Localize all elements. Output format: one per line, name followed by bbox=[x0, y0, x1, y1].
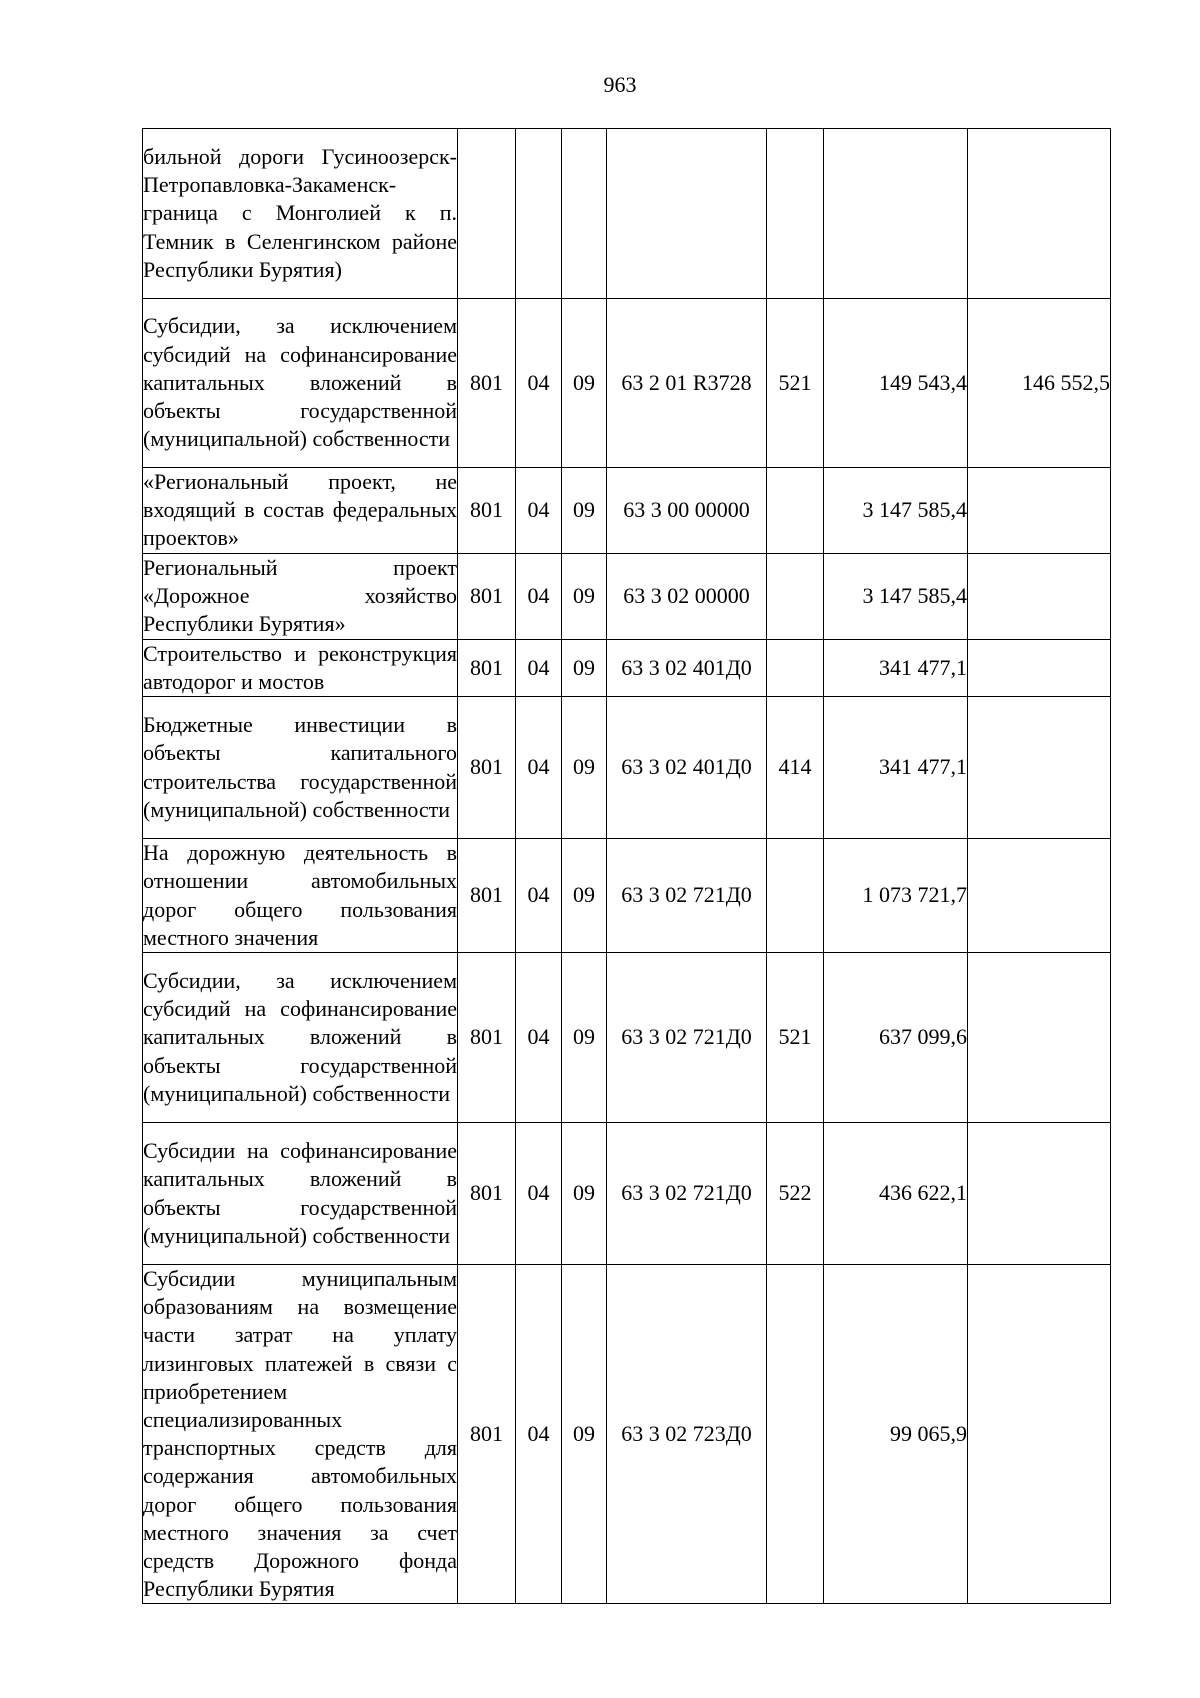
cell-sum-1: 637 099,6 bbox=[824, 953, 968, 1123]
cell-vr: 521 bbox=[767, 299, 824, 468]
cell-csr: 63 3 02 401Д0 bbox=[607, 639, 767, 696]
cell-sum-1 bbox=[824, 129, 968, 299]
cell-ved: 801 bbox=[458, 553, 516, 639]
cell-sum-2: 146 552,5 bbox=[968, 299, 1111, 468]
cell-pr: 09 bbox=[562, 697, 607, 839]
cell-sum-2 bbox=[968, 839, 1111, 953]
cell-sum-2 bbox=[968, 468, 1111, 554]
cell-pr: 09 bbox=[562, 299, 607, 468]
cell-sum-1: 341 477,1 bbox=[824, 697, 968, 839]
cell-rz: 04 bbox=[516, 839, 562, 953]
cell-pr: 09 bbox=[562, 1123, 607, 1265]
cell-csr: 63 3 02 721Д0 bbox=[607, 839, 767, 953]
cell-ved: 801 bbox=[458, 839, 516, 953]
cell-csr: 63 3 00 00000 bbox=[607, 468, 767, 554]
cell-rz: 04 bbox=[516, 1123, 562, 1265]
row-description: Субсидии, за исключением субсидий на софинансирование капитальных вложений в объекты государственной (муниципальной) собственности bbox=[143, 299, 458, 468]
cell-csr: 63 3 02 401Д0 bbox=[607, 697, 767, 839]
cell-pr bbox=[562, 129, 607, 299]
cell-vr: 521 bbox=[767, 953, 824, 1123]
cell-ved: 801 bbox=[458, 697, 516, 839]
cell-rz: 04 bbox=[516, 697, 562, 839]
cell-pr: 09 bbox=[562, 553, 607, 639]
cell-csr: 63 3 02 723Д0 bbox=[607, 1265, 767, 1604]
cell-sum-1: 99 065,9 bbox=[824, 1265, 968, 1604]
cell-csr bbox=[607, 129, 767, 299]
cell-ved: 801 bbox=[458, 299, 516, 468]
cell-vr bbox=[767, 468, 824, 554]
cell-pr: 09 bbox=[562, 1265, 607, 1604]
table-row bbox=[143, 639, 1111, 696]
cell-sum-1: 436 622,1 bbox=[824, 1123, 968, 1265]
cell-ved: 801 bbox=[458, 1265, 516, 1604]
cell-rz: 04 bbox=[516, 1265, 562, 1604]
cell-pr: 09 bbox=[562, 468, 607, 554]
cell-sum-2 bbox=[968, 953, 1111, 1123]
table-row bbox=[143, 953, 1111, 1123]
cell-sum-2 bbox=[968, 697, 1111, 839]
cell-vr bbox=[767, 1265, 824, 1604]
cell-sum-2 bbox=[968, 553, 1111, 639]
row-description: «Региональный проект, не входящий в состав федеральных проектов» bbox=[143, 468, 458, 554]
cell-sum-1: 3 147 585,4 bbox=[824, 468, 968, 554]
cell-rz: 04 bbox=[516, 299, 562, 468]
row-description: Субсидии на софинансирование капитальных вложений в объекты государственной (муниципальной) собственности bbox=[143, 1123, 458, 1265]
table-row bbox=[143, 553, 1111, 639]
row-description: Субсидии, за исключением субсидий на софинансирование капитальных вложений в объекты государственной (муниципальной) собственности bbox=[143, 953, 458, 1123]
table-row bbox=[143, 129, 1111, 299]
cell-pr: 09 bbox=[562, 953, 607, 1123]
row-description: На дорожную деятельность в отношении автомобильных дорог общего пользования местного значения bbox=[143, 839, 458, 953]
cell-vr: 522 bbox=[767, 1123, 824, 1265]
row-description: Бюджетные инвестиции в объекты капитального строительства государственной (муниципальной) собственности bbox=[143, 697, 458, 839]
cell-vr bbox=[767, 553, 824, 639]
cell-vr bbox=[767, 639, 824, 696]
table-row bbox=[143, 839, 1111, 953]
cell-sum-2 bbox=[968, 129, 1111, 299]
cell-vr bbox=[767, 129, 824, 299]
cell-sum-1: 341 477,1 bbox=[824, 639, 968, 696]
cell-rz: 04 bbox=[516, 953, 562, 1123]
table-row bbox=[143, 468, 1111, 554]
cell-csr: 63 2 01 R3728 bbox=[607, 299, 767, 468]
cell-sum-1: 149 543,4 bbox=[824, 299, 968, 468]
row-description: Строительство и реконструкция автодорог и мостов bbox=[143, 639, 458, 696]
cell-vr bbox=[767, 839, 824, 953]
cell-csr: 63 3 02 721Д0 bbox=[607, 953, 767, 1123]
cell-ved: 801 bbox=[458, 953, 516, 1123]
cell-vr: 414 bbox=[767, 697, 824, 839]
cell-rz: 04 bbox=[516, 553, 562, 639]
table-row bbox=[143, 299, 1111, 468]
cell-ved: 801 bbox=[458, 1123, 516, 1265]
cell-csr: 63 3 02 721Д0 bbox=[607, 1123, 767, 1265]
cell-sum-2 bbox=[968, 1265, 1111, 1604]
cell-rz bbox=[516, 129, 562, 299]
cell-sum-2 bbox=[968, 639, 1111, 696]
cell-sum-1: 3 147 585,4 bbox=[824, 553, 968, 639]
cell-pr: 09 bbox=[562, 839, 607, 953]
budget-table bbox=[142, 128, 1111, 1604]
cell-rz: 04 bbox=[516, 468, 562, 554]
cell-sum-2 bbox=[968, 1123, 1111, 1265]
cell-pr: 09 bbox=[562, 639, 607, 696]
cell-csr: 63 3 02 00000 bbox=[607, 553, 767, 639]
cell-ved: 801 bbox=[458, 639, 516, 696]
table-row bbox=[143, 1123, 1111, 1265]
cell-ved bbox=[458, 129, 516, 299]
cell-sum-1: 1 073 721,7 bbox=[824, 839, 968, 953]
table-row bbox=[143, 1265, 1111, 1604]
page-number: 963 bbox=[603, 72, 637, 97]
row-description: Субсидии муниципальным образованиям на возмещение части затрат на уплату лизинговых платежей в связи с приобретением специализированных транспортных средств для содержания автомобильных дорог общего пользования местного значения за счет средств Дорожного фонда Республики Бурятия bbox=[143, 1265, 458, 1604]
cell-ved: 801 bbox=[458, 468, 516, 554]
table-row bbox=[143, 697, 1111, 839]
row-description: бильной дороги Гусиноозерск-Петропавловка-Закаменск-граница с Монголией к п. Темник в Селенгинском районе Республики Бурятия) bbox=[143, 129, 458, 299]
cell-rz: 04 bbox=[516, 639, 562, 696]
row-description: Региональный проект «Дорожное хозяйство Республики Бурятия» bbox=[143, 553, 458, 639]
